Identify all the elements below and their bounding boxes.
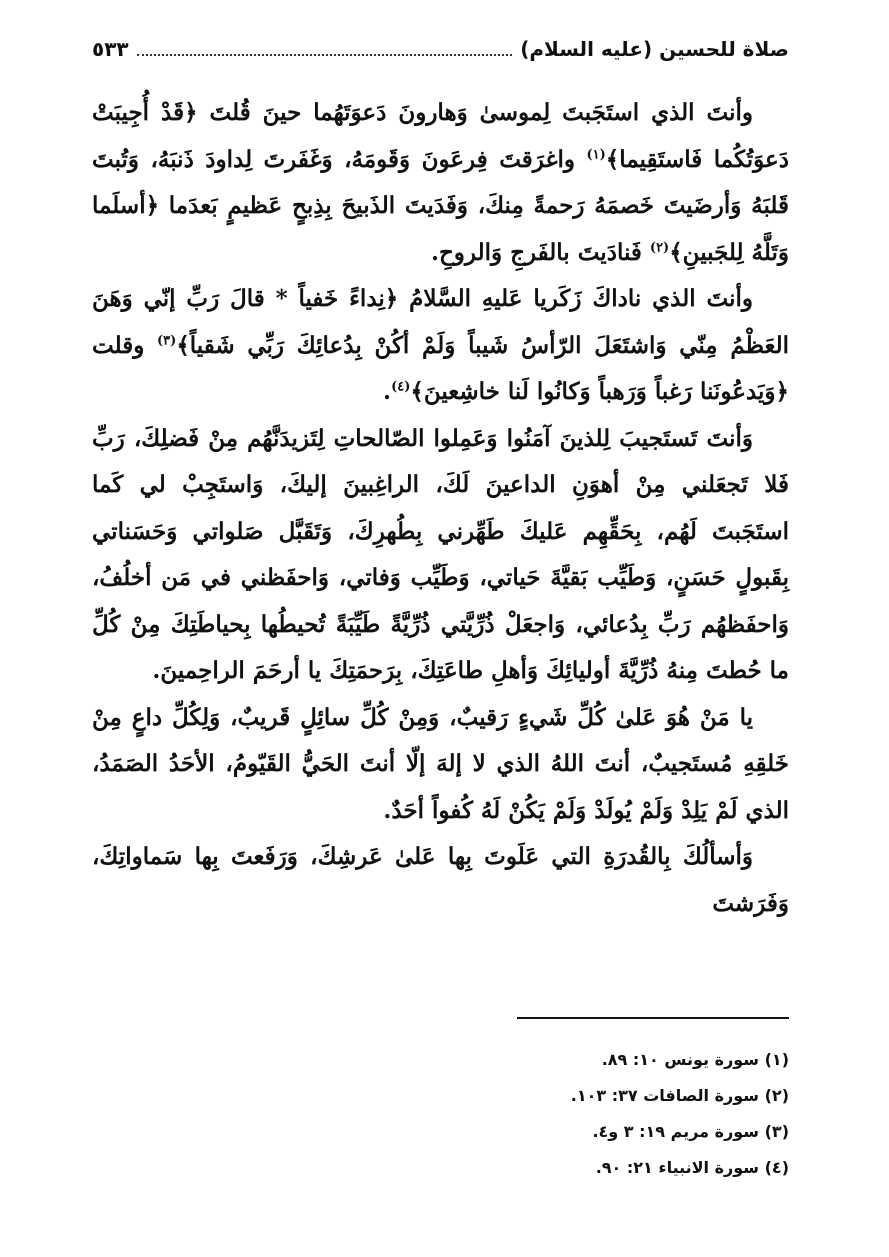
footnote-1: (١) سورة يونس ١٠: ٨٩. [601,1050,789,1069]
main-text [92,90,789,927]
footnote-2: (٢) سورة الصافات ٣٧: ١٠٣. [570,1086,789,1105]
paragraph-5: وَأسألُكَ بِالقُدرَةِ التي عَلَوتَ بِها عَلىٰ عَرشِكَ، وَرَفَعتَ بِها سَماواتِكَ، وَفَرَشتَ [92,843,789,917]
footnotes [300,1042,789,1186]
footnote-ref-1[interactable]: (١) [586,146,606,162]
footnote-ref-3[interactable]: (٣) [157,332,177,348]
header-dot-leader [137,54,513,56]
paragraph-text-end: . [383,378,392,405]
running-header [92,32,789,66]
footnote-3: (٣) سورة مريم ١٩: ٣ و٤. [592,1122,789,1141]
footnote-ref-2[interactable]: (٢) [649,239,670,255]
paragraph-text: وأنتَ الذي استَجَبتَ لِموسىٰ وَهارونَ دَعوَتَهُما حينَ قُلتَ ﴿قَدْ أُجِيبَتْ دَعوَتُكُما فَاستَقِيما﴾ [92,99,790,173]
paragraph-1 [92,90,789,276]
paragraph-4: يا مَنْ هُوَ عَلىٰ كُلِّ شَيءٍ رَقيبٌ، وَمِنْ كُلِّ سائِلٍ قَريبٌ، وَلِكُلِّ داعٍ مِنْ خَلقِهِ مُستَجيبٌ، أنتَ اللهُ الذي لا إلهَ إلّا أنتَ الحَيُّ القَيّومُ، الأحَدُ الصَمَدُ، الذي لَمْ يَلِدْ وَلَمْ يُولَدْ وَلَمْ يَكُنْ لَهُ كُفواً أحَدٌ. [92,703,789,824]
paragraph-text-end: فَنادَيتَ بالفَرجِ وَالروحِ. [430,238,650,266]
paragraph-3: وَأنتَ تَستَجيبَ لِلذينَ آمَنُوا وَعَمِلوا الصّالحاتِ لِتَزيدَنَّهُم مِنْ فَضلِكَ، رَبِّ فَلا تَجعَلني مِنْ أهوَنِ الداعينَ لَكَ، الراغِبينَ إليكَ، وَاستَجِبْ لي كَما استَجَبتَ لَهُم، بِحَقِّهِم عَليكَ طَهِّرني بِطُهرِكَ، وَتَقَبَّل صَلواتي وَحَسَناتي بِقَبولٍ حَسَنٍ، وَطَيِّب بَقيَّةَ حَياتي، وَطَيِّب وَفاتي، وَاحفَظني في مَن أخلُفُ، وَاحفَظهُم رَبِّ بِدُعائي، وَاجعَلْ ذُرِّيَّتي ذُرِّيَّةً طَيِّبَةً تُحيطُها بِحياطَتِكَ مِنْ كُلِّ ما حُطتَ مِنهُ ذُرِّيَّةَ أوليائِكَ وَأهلِ طاعَتِكَ، بِرَحمَتِكَ يا أرحَمَ الراحِمينَ. [92,424,789,684]
header-title: صلاة للحسين (عليه السلام) [520,37,789,61]
paragraph-text-continued: وقلت ﴿وَيَدعُونَنا رَغباً وَرَهباً وَكانُوا لَنا خاشِعينَ﴾ [92,331,789,405]
footnote-separator [517,1017,789,1019]
paragraph-text: وأنتَ الذي ناداكَ زَكَريا عَليهِ السَّلامُ ﴿نِداءً خَفياً * قالَ رَبِّ إنّي وَهَنَ العَظْمُ مِنّي وَاشتَعَلَ الرّأسُ شَيباً وَلَمْ أكُنْ بِدُعائِكَ رَبِّي شَقياً﴾ [92,285,789,359]
paragraph-2 [92,276,789,416]
footnote-ref-4[interactable]: (٤) [391,379,411,395]
paragraph-text-continued: واغرَقتَ فِرعَونَ وَقَومَهُ، وَغَفَرتَ لِداودَ ذَنبَهُ، وَتُبتَ قَلبَهُ وَأرضَيتَ خَصمَهُ رَحمةً مِنكَ، وَفَدَيتَ الذَبيحَ بِذِبحٍ عَظيمٍ بَعدَما ﴿أسلَما وَتَلَّهُ لِلجَبينِ﴾ [92,145,789,266]
page-number: ٥٣٣ [92,37,129,61]
footnote-4: (٤) سورة الانبياء ٢١: ٩٠. [595,1158,789,1177]
